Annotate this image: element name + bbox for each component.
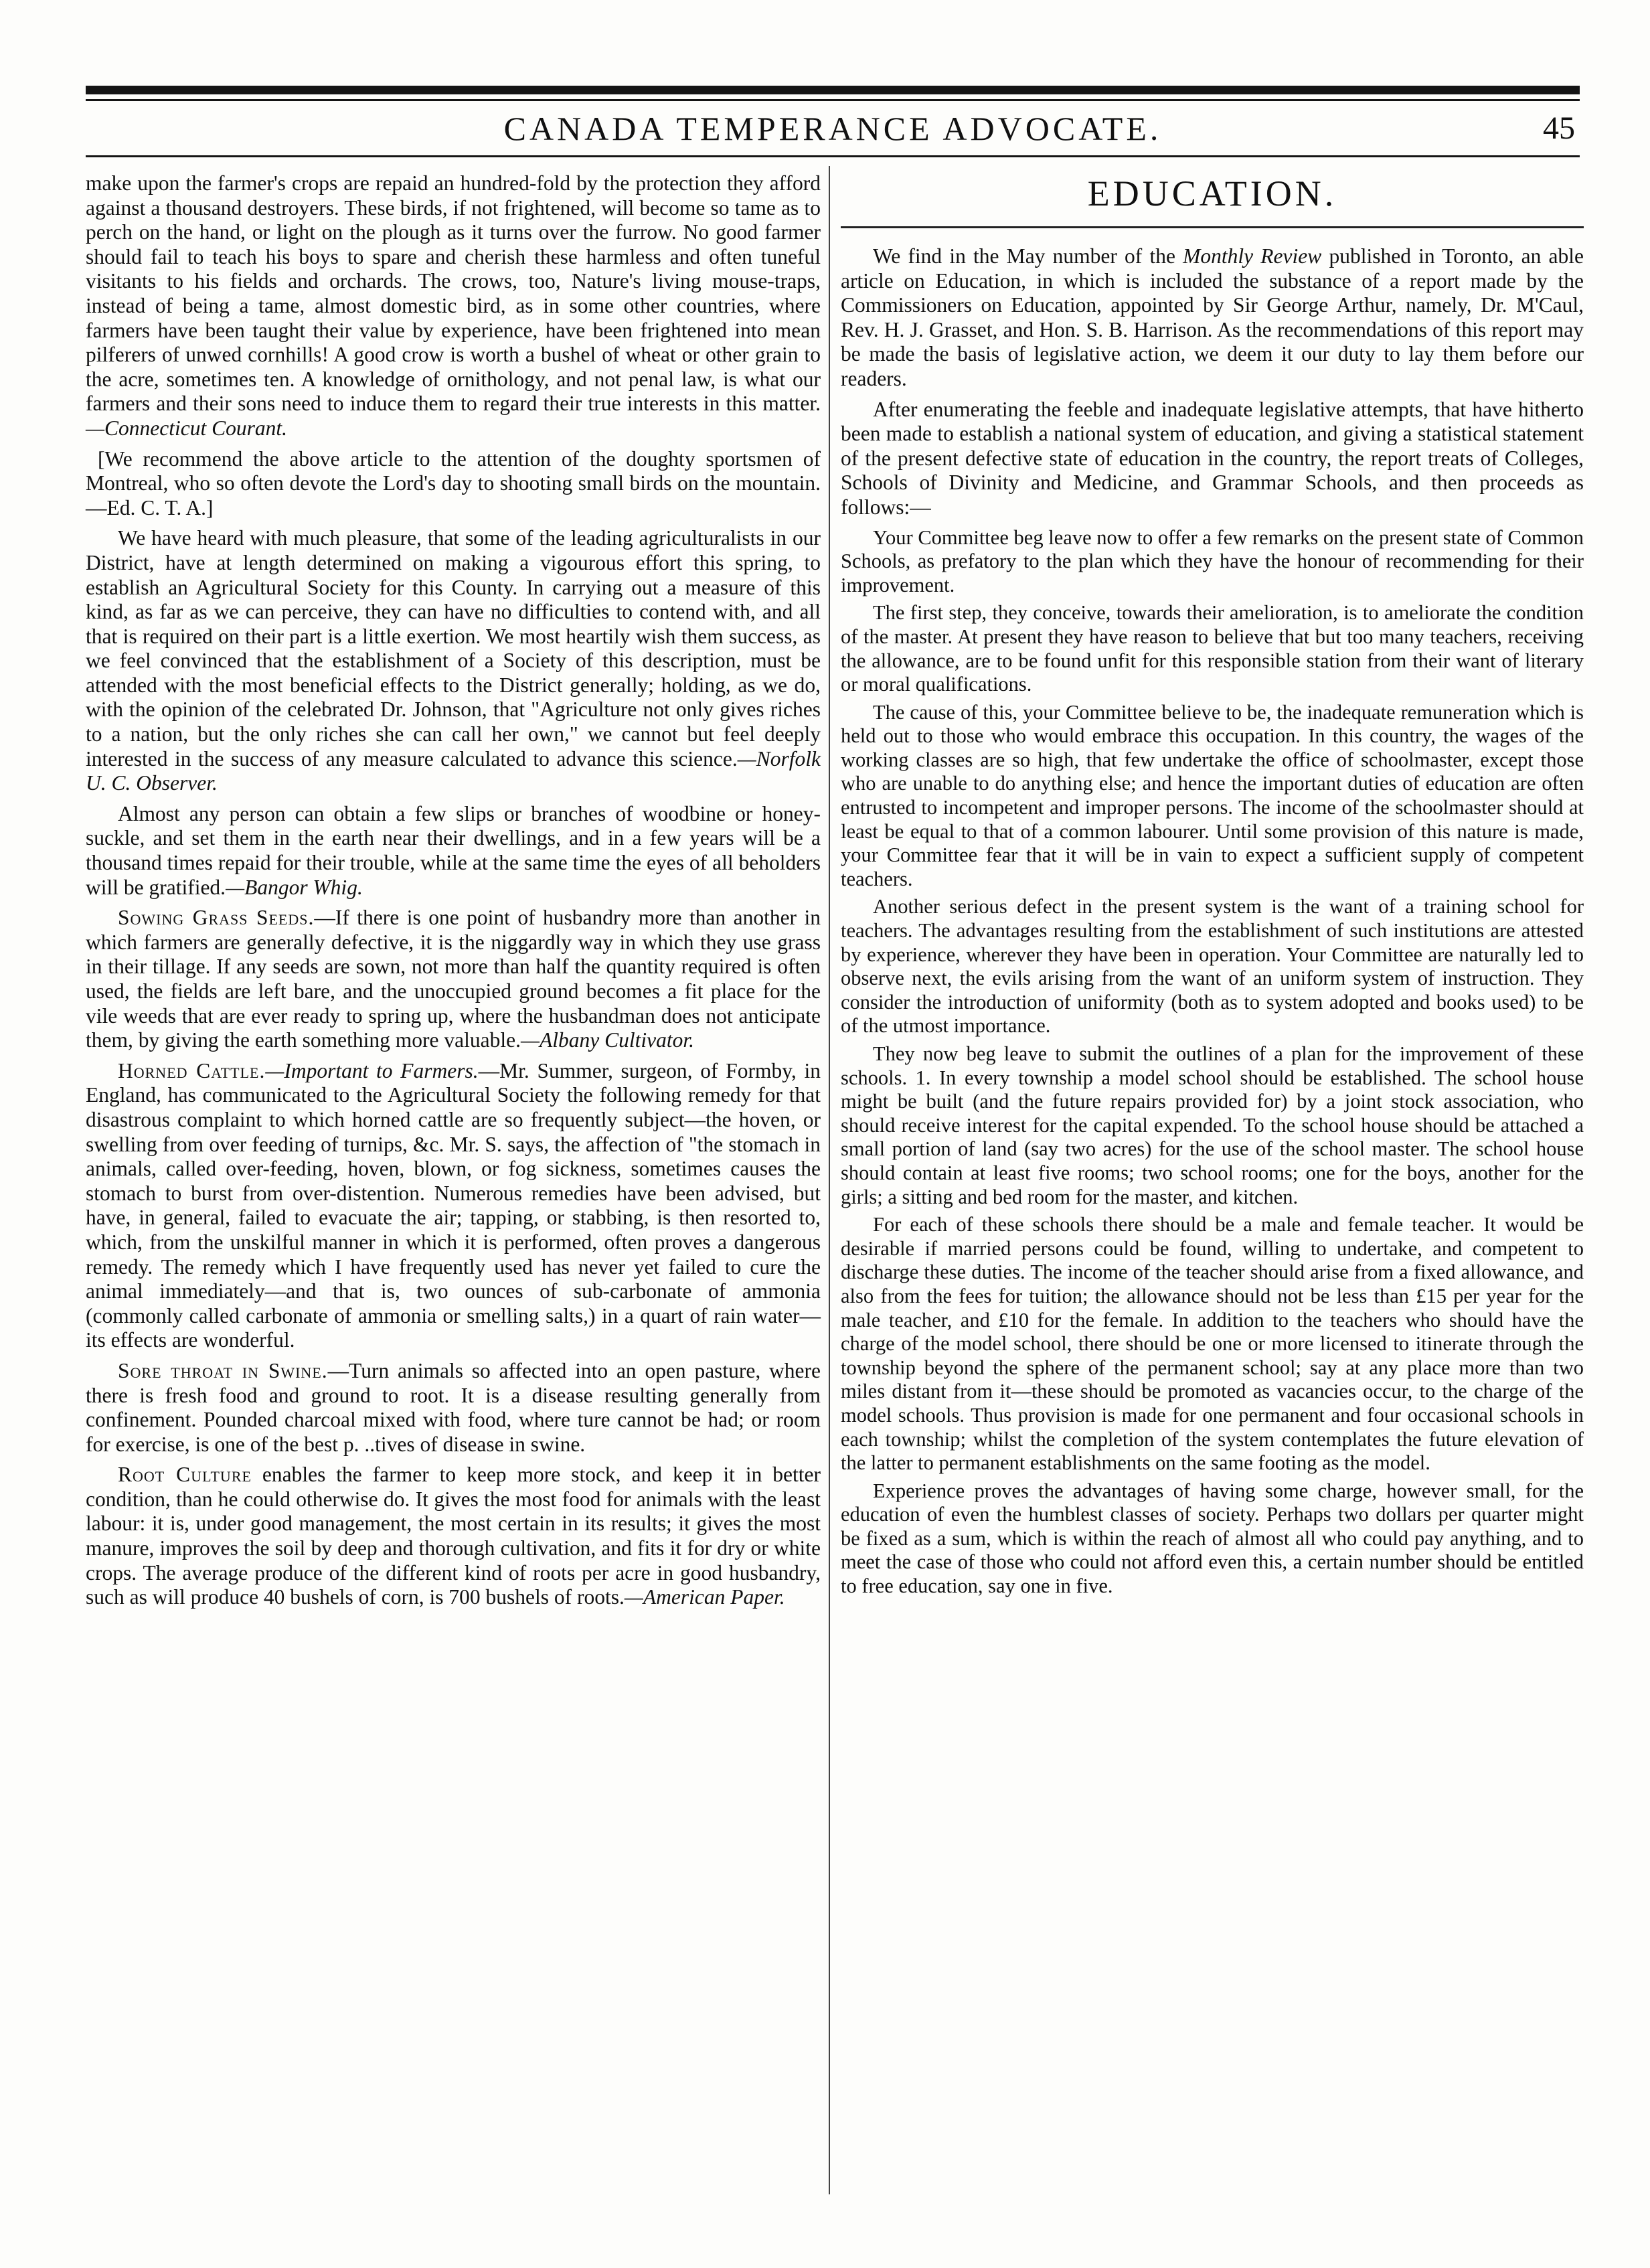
article-text: We have heard with much pleasure, that some of the leading agriculturalists in our District, have at length determined on making a vigourous effort this spring, to establish an Agricultural Society for this County. In carrying out a measure of this kind, as far as we can perceive, they can have no difficulties to contend with, and all that is required on their part is a little exertion. We most heartily wish them success, as we feel convinced that the establishment of a Society of this description, must be attended with the most beneficial effects to the District generally; holding, as we do, with the opinion of the celebrated Dr. Johnson, that "Agriculture not only gives riches to a nation, but the only riches she can call her own," we cannot but feel deeply interested in the success of any measure calculated to advance this science. <box>86 526 821 771</box>
article-swine <box>86 1359 821 1457</box>
editor-note: [We recommend the above article to the attention of the doughty sportsmen of Montreal, who so often devote the Lord's day to shooting small birds on the mountain.—Ed. C. T. A.] <box>86 447 821 519</box>
article-source: —Bangor Whig. <box>226 875 363 899</box>
journal-name: Monthly Review <box>1183 244 1322 268</box>
article-root-culture <box>86 1463 821 1610</box>
section-title-rule <box>841 226 1584 228</box>
report-paragraph: The cause of this, your Committee believe to be, the inadequate remuneration which is held out to those who would embrace this occupation. In this country, the wages of the working classes are so high, that few undertake the office of schoolmaster, except those who are unable to do anything else; and hence the important duties of education are often entrusted to incompetent and improper persons. The income of the schoolmaster should at least be equal to that of a common labourer. Until some provision of this nature is made, your Committee fear that it will be in vain to expect a sufficient supply of competent teachers. <box>841 700 1584 890</box>
article-text: enables the farmer to keep more stock, and keep it in better condition, than he could otherwise do. It gives the most food for animals with the least labour: it is, under good management, the most certain in its results; it gives the most manure, improves the soil by deep and thorough cultivation, and fits it for dry or white crops. The average produce of the different kind of roots per acre in good husbandry, such as will produce 40 bushels of corn, is 700 bushels of roots. <box>86 1463 821 1609</box>
article-text: —If there is one point of husbandry more than another in which farmers are generally defective, it is the niggardly way in which they use grass in their tillage. If any seeds are sown, not more than half the quantity required is often used, the fields are left bare, and the unoccupied ground becomes a fit place for the vile weeds that are ever ready to spring up, where the husbandman does not anticipate them, by giving the earth something more valuable. <box>86 906 821 1052</box>
article-subheading: —Important to Farmers. <box>265 1058 479 1082</box>
article-agricultural-society <box>86 526 821 796</box>
article-heading: Horned Cattle. <box>118 1058 266 1082</box>
article-text: —Turn animals so affected into an open pasture, where there is fresh food and ground to root. It is a disease resulting generally from confinement. Pounded charcoal mixed with food, where ture cannot be had; or room for exercise, is one of the best p. ..tives of disease in swine. <box>86 1358 821 1456</box>
header-heavy-rule <box>86 86 1580 94</box>
article-heading: Sore throat in Swine. <box>118 1358 328 1382</box>
education-intro <box>841 244 1584 392</box>
report-paragraph: Another serious defect in the present system is the want of a training school for teachers. The advantages resulting from the establishment of such institutions are attested by experience, wherever they have been in operation. Your Committee are naturally led to observe next, the evils arising from the want of an uniform system of instruction. They consider the introduction of uniformity (both as to system adopted and books used) to be of the utmost importance. <box>841 895 1584 1038</box>
report-paragraph: They now beg leave to submit the outlines of a plan for the improvement of these schools. 1. In every township a model school should be established. The school house might be built (and the future repairs provided for) by a joint stock association, who should receive interest for the capital expended. To the school house should be attached a small portion of land (say two acres) for the use of the school master. The school house should contain at least five rooms; two school rooms; one for the boys, another for the girls; a sitting and bed room for the master, and kitchen. <box>841 1042 1584 1208</box>
intro-text: published in Toronto, an able article on Education, in which is included the substance of a report made by the Commissioners on Education, appointed by Sir George Arthur, namely, Dr. M'Caul, Rev. H. J. Grasset, and Hon. S. B. Harrison. As the recommendations of this report may be made the basis of legislative action, we deem it our duty to lay them before our readers. <box>841 244 1584 390</box>
article-text: make upon the farmer's crops are repaid an hundred-fold by the protection they afford against a thousand destroyers. These birds, if not frightened, will become so tame as to perch on the hand, or light on the plough as it turns over the furrow. No good farmer should fail to teach his boys to spare and cherish these harmless and often tuneful visitants to his fields and orchards. The crows, too, Nature's living mouse-traps, instead of being a tame, almost domestic bird, as in some other countries, where farmers have been taught their value by experience, have been frightened into mean pilferers of unwed cornhills! A good crow is worth a bushel of wheat or other grain to the acre, sometimes ten. A knowledge of ornithology, and not penal law, is what our farmers and their sons need to induce them to regard their true interests in this matter. <box>86 171 821 416</box>
right-column <box>841 171 1584 1603</box>
left-column <box>86 171 821 1616</box>
article-woodbine <box>86 802 821 900</box>
article-text: —Mr. Summer, surgeon, of Formby, in England, has communicated to the Agricultural Society the following remedy for that disastrous complaint to which horned cattle are so frequently subject—the hoven, or swelling from over feeding of turnips, &c. Mr. S. says, the affection of "the stomach in animals, called over-feeding, hoven, blown, or fog sickness, sometimes causes the stomach to burst from over-distention. Numerous remedies have been advised, but have, in general, failed to evacuate the air; tapping, or stabbing, is then resorted to, which, from the unskilful manner in which it is performed, often proves a dangerous remedy. The remedy which I have frequently used has never yet failed to cure the animal immediately—and that is, two ounces of sub-carbonate of ammonia (commonly called carbonate of ammonia or smelling salts,) in a quart of rain water—its effects are wonderful. <box>86 1058 821 1352</box>
article-source: —Albany Cultivator. <box>520 1028 694 1052</box>
report-quotation <box>841 526 1584 1599</box>
article-text: Almost any person can obtain a few slips or branches of woodbine or honey-suckle, and set them in the earth near their dwellings, and in a few years will be a thousand times repaid for their trouble, while at the same time the eyes of all beholders will be gratified. <box>86 801 821 899</box>
education-intro-2: After enumerating the feeble and inadequate legislative attempts, that have hitherto been made to establish a national system of education, and giving a statistical statement of the present defective state of education in the country, the report treats of Colleges, Schools of Divinity and Medicine, and Grammar Schools, and then proceeds as follows:— <box>841 397 1584 519</box>
report-paragraph: Your Committee beg leave now to offer a few remarks on the present state of Common Schools, as prefatory to the plan which they have the honour of recommending for their improvement. <box>841 525 1584 596</box>
header-bottom-rule <box>86 155 1580 157</box>
article-birds <box>86 171 821 441</box>
article-grass-seeds <box>86 906 821 1053</box>
article-horned-cattle <box>86 1059 821 1353</box>
intro-text: We find in the May number of the <box>873 244 1183 268</box>
report-paragraph: For each of these schools there should be a male and female teacher. It would be desirable if married persons could be found, willing to undertake, and competent to discharge these duties. The income of the teacher should arise from a fixed allowance, and also from the fees for tuition; the allowance should not be less than £15 per year for the male teacher, and £10 for the female. In addition to the teachers who should have the charge of the model school, there should be one or more licensed to itinerate through the township beyond the sphere of the permanent school; say at any place more than two miles distant from it—these should be promoted as vacancies occur, to the charge of the model schools. Thus provision is made for one permanent and four occasional schools in each township; whilst the completion of the system contemplates the future elevation of the latter to permanent establishments on the same footing as the model. <box>841 1213 1584 1475</box>
masthead-title: CANADA TEMPERANCE ADVOCATE. <box>503 110 1162 147</box>
article-heading: Sowing Grass Seeds. <box>118 906 315 930</box>
page-number: 45 <box>1543 110 1575 146</box>
header-thin-rule <box>86 99 1580 101</box>
column-divider <box>829 166 830 2194</box>
article-source: —American Paper. <box>624 1585 785 1609</box>
report-paragraph: The first step, they conceive, towards their amelioration, is to ameliorate the condition of the master. At present they have reason to believe that but too many teachers, receiving the allowance, are to be found unfit for this responsible station from their want of literary or moral qualifications. <box>841 601 1584 696</box>
article-source: —Norfolk U. C. Observer. <box>86 746 821 795</box>
article-heading: Root Culture <box>118 1463 252 1487</box>
report-paragraph: Experience proves the advantages of having some charge, however small, for the education of even the humblest classes of society. Perhaps two dollars per quarter might be fixed as a sum, which is within the reach of almost all who could pay anything, and to meet the case of those who could not afford even this, a certain number should be entitled to free education, say one in five. <box>841 1479 1584 1598</box>
article-source: —Connecticut Courant. <box>86 416 287 440</box>
section-title: EDUCATION. <box>1087 173 1337 214</box>
